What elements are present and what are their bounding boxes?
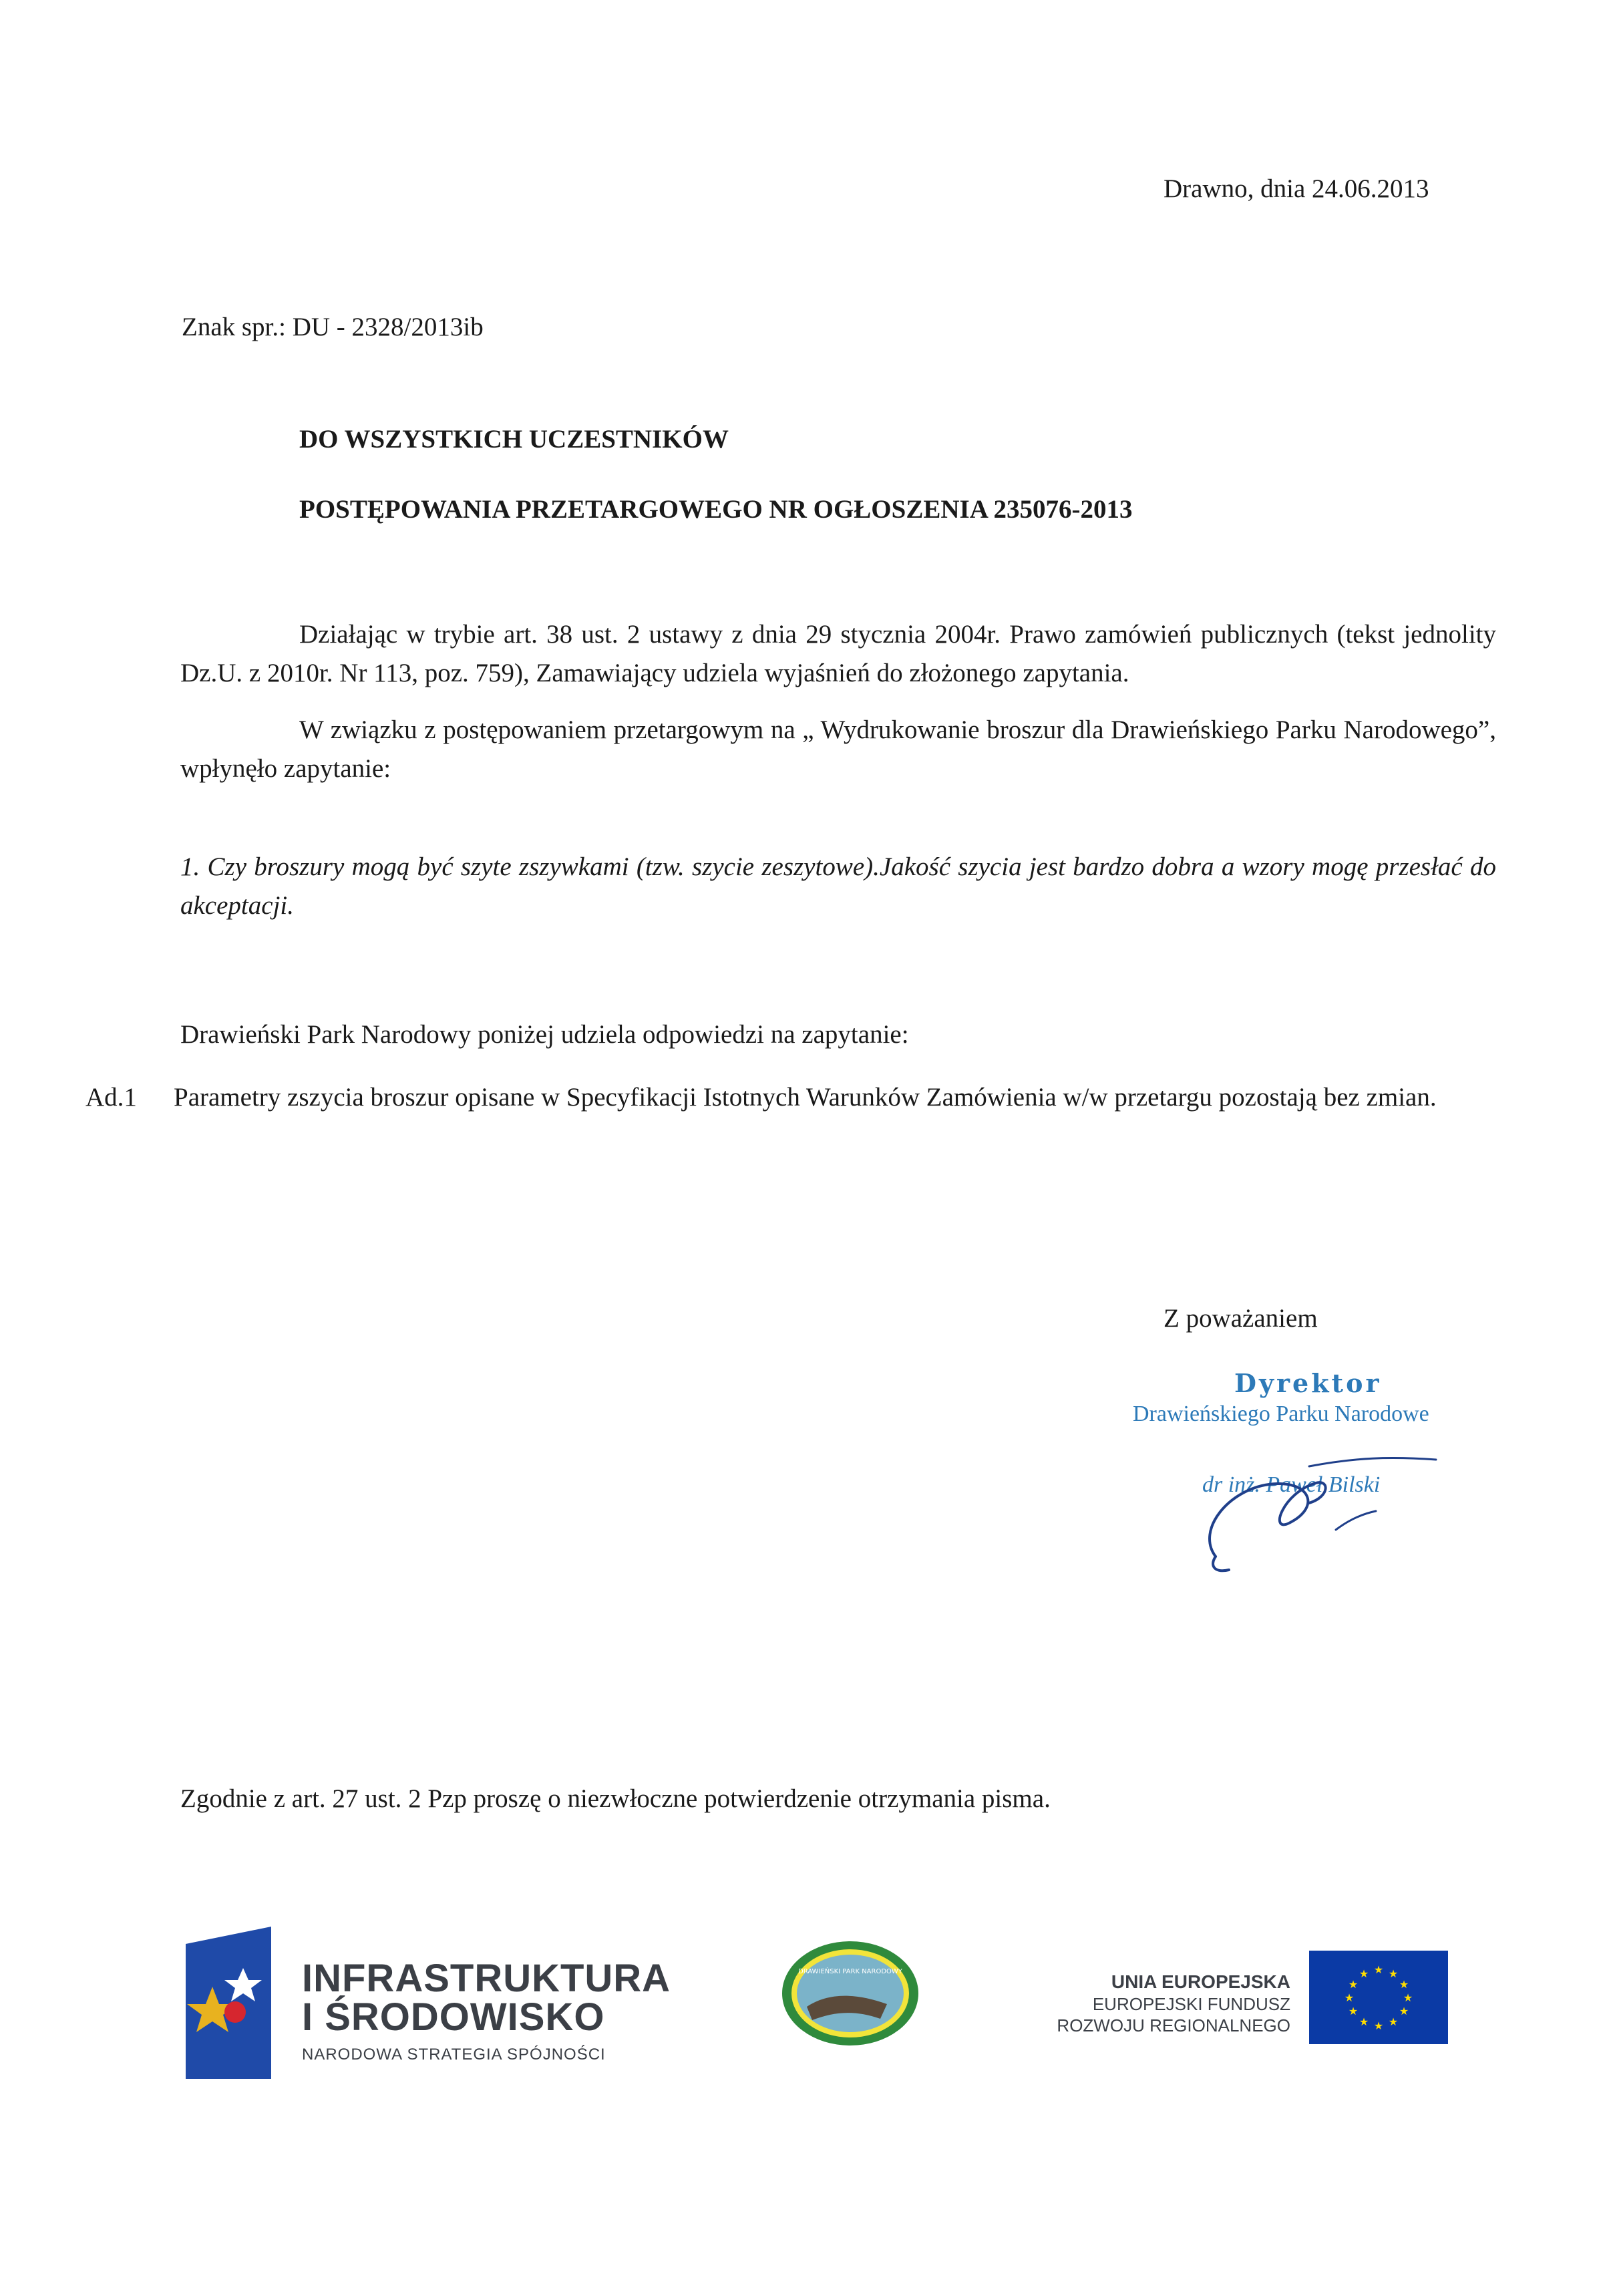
svg-text:★: ★: [1348, 2005, 1359, 2017]
svg-text:★: ★: [1348, 1978, 1359, 1991]
eu-text-block: [1029, 1971, 1290, 2036]
eu-flag-icon: [1309, 1951, 1448, 2044]
paragraph-legal-basis: Działając w trybie art. 38 ust. 2 ustawy z dnia 29 stycznia 2004r. Prawo zamówień publicznych (tekst jednolity Dz.U. z 2010r. Nr 113, poz. 759), Zamawiający udziela wyjaśnień do złożonego zapytania.: [180, 620, 1496, 687]
svg-text:★: ★: [1373, 1963, 1384, 1976]
answer-label: Ad.1: [85, 1083, 137, 1112]
paragraph-context: W związku z postępowaniem przetargowym na „ Wydrukowanie broszur dla Drawieńskiego Parku Narodowego”, wpłynęło zapytanie:: [180, 715, 1496, 783]
svg-text:★: ★: [1399, 1978, 1409, 1991]
salutation: Z poważaniem: [1164, 1304, 1318, 1333]
infrastruktura-line-1: INFRASTRUKTURA: [302, 1957, 671, 2000]
svg-text:★: ★: [1388, 2015, 1399, 2028]
svg-text:★: ★: [1388, 1967, 1399, 1980]
svg-text:★: ★: [1359, 2015, 1369, 2028]
svg-text:★: ★: [1359, 1967, 1369, 1980]
addressee-line-2: POSTĘPOWANIA PRZETARGOWEGO NR OGŁOSZENIA 235076-2013: [299, 495, 1133, 524]
stamp-organization: Drawieńskiego Parku Narodowe: [1133, 1402, 1429, 1426]
svg-text:★: ★: [1344, 1991, 1355, 2004]
stamp-title: Dyrektor: [1234, 1368, 1382, 1398]
infrastruktura-line-2: I ŚRODOWISKO: [302, 1995, 605, 2039]
park-badge-label: DRAWIEŃSKI PARK NARODOWY: [798, 1968, 902, 1975]
eu-line-3: ROZWOJU REGIONALNEGO: [1057, 2015, 1290, 2035]
eu-line-1: UNIA EUROPEJSKA: [1111, 1971, 1290, 1992]
infrastruktura-star-icon: [186, 1927, 271, 2079]
reference-number: Znak spr.: DU - 2328/2013ib: [182, 313, 484, 341]
infrastruktura-subtitle: NARODOWA STRATEGIA SPÓJNOŚCI: [302, 2045, 606, 2064]
handwritten-signature: [1155, 1430, 1463, 1583]
confirmation-request: Zgodnie z art. 27 ust. 2 Pzp proszę o niezwłoczne potwierdzenie otrzymania pisma.: [180, 1784, 1051, 1813]
svg-text:★: ★: [1403, 1991, 1413, 2004]
question-1: 1. Czy broszury mogą być szyte zszywkami (tzw. szycie zeszytowe).Jakość szycia jest bardzo dobra a wzory mogę przesłać do akceptacji.: [180, 852, 1496, 920]
answer-1: Parametry zszycia broszur opisane w Specyfikacji Istotnych Warunków Zamówienia w/w przetargu pozostają bez zmian.: [174, 1083, 1437, 1112]
svg-text:★: ★: [1399, 2005, 1409, 2017]
svg-text:★: ★: [1373, 2019, 1384, 2032]
eu-line-2: EUROPEJSKI FUNDUSZ: [1092, 1994, 1290, 2014]
stamp-name: dr inż. Paweł Bilski: [1202, 1472, 1381, 1497]
park-badge-icon: [780, 1940, 920, 2047]
place-date: Drawno, dnia 24.06.2013: [1164, 174, 1429, 203]
addressee-line-1: DO WSZYSTKICH UCZESTNIKÓW: [299, 425, 729, 454]
response-intro: Drawieński Park Narodowy poniżej udziela odpowiedzi na zapytanie:: [180, 1020, 909, 1049]
